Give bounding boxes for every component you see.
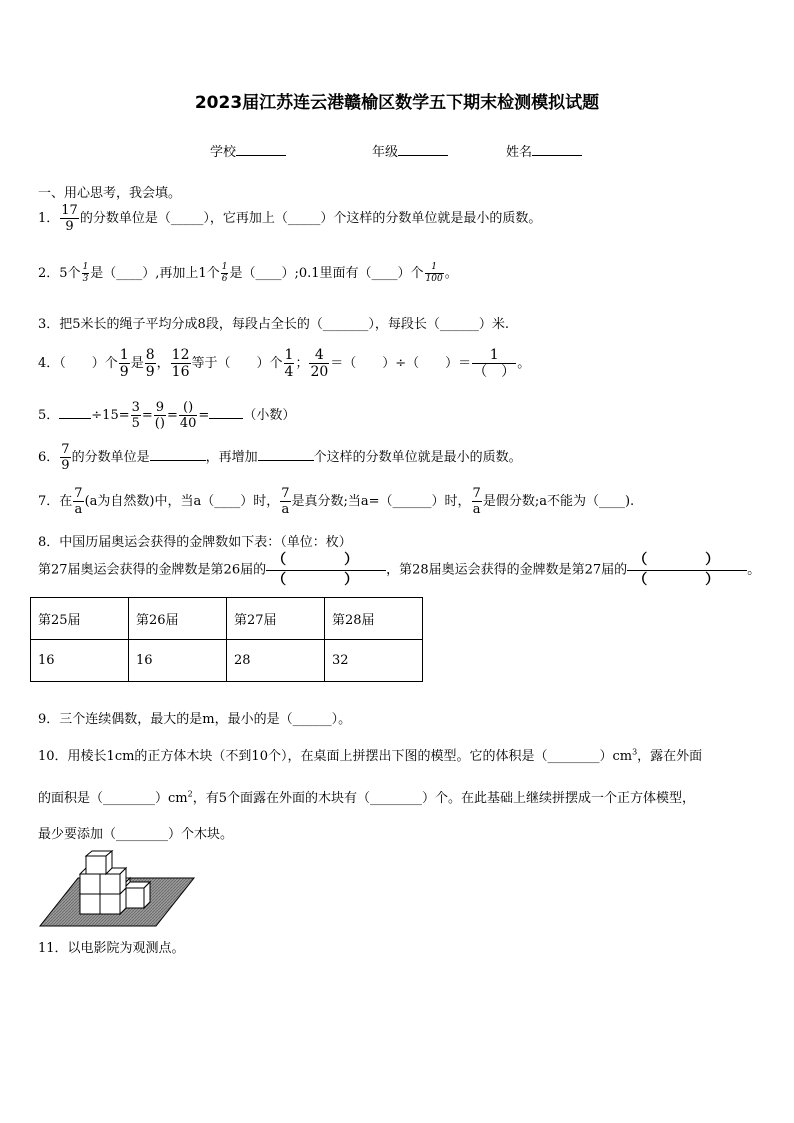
grade-label: 年级: [372, 145, 399, 160]
question-5: 5． ÷15= $\frac{3}{5}$ = $\frac{9}{()}$ = $\frac{()}{40}$ = （小数）: [38, 400, 296, 431]
cube-model-figure: [38, 850, 196, 928]
table-header-row: [31, 598, 423, 640]
table-cell: 16: [31, 640, 129, 682]
question-11: 11．以电影院为观测点。: [38, 941, 185, 956]
table-header-cell: 第26届: [129, 598, 227, 640]
question-10-line2: 的面积是$(\_\_\_\_\_\_\_\_)cm^2$，有5个面露在外面的木块有（________）个。在此基础上继续拼摆成一个正方体模型，: [38, 789, 695, 806]
table-cell: 28: [227, 640, 325, 682]
question-6: 6． $\frac{7}{9}$ 的分数单位是 ，再增加 个这样的分数单位就是最小的质数。: [38, 442, 522, 473]
question-8: 8．中国历届奥运会获得的金牌数如下表：（单位：枚）: [38, 535, 352, 550]
school-field[interactable]: [210, 141, 286, 160]
name-field[interactable]: [506, 141, 582, 160]
table-header-cell: 第25届: [31, 598, 129, 640]
question-9: 9．三个连续偶数，最大的是m，最小的是（______）。: [38, 712, 352, 727]
page-title: 2023届江苏连云港赣榆区数学五下期末检测模拟试题: [194, 93, 600, 113]
school-label: 学校: [210, 145, 237, 160]
question-8-line2: 第27届奥运会获得的金牌数是第26届的 （ ） （ ） ，第28届奥运会获得的金牌数是第27届的 （ ） （ ） 。: [38, 552, 761, 588]
question-4: 4．（ ）个 $\frac{1}{9}$ 是 $\frac{8}{9}$ ， $\frac{12}{16}$ 等于（ ）个 $\frac{1}{4}$ ； $\frac{4}{20}$ ＝（ ）÷（ ）＝ $\frac{1}{( )}$ 。: [38, 347, 531, 380]
table-header-cell: 第27届: [227, 598, 325, 640]
section-heading: 一、用心思考，我会填。: [38, 186, 182, 201]
table-cell: 16: [129, 640, 227, 682]
question-7: 7．在 $\frac{7}{a}$ (a为自然数)中，当a（____）时， $\frac{7}{a}$ 是真分数;当a=（______）时， $\frac{7}{a}$ 是假分数;a不能为（____).: [38, 486, 635, 517]
grade-field[interactable]: [372, 141, 448, 160]
question-2: 2．5个 $\frac{1}{3}$ 是（____）,再加上1个 $\frac{1}{6}$ 是（____）;0.1里面有（____）个 $\frac{1}{100}$ 。: [38, 262, 458, 284]
medal-table: [30, 597, 423, 682]
question-10: 10．用棱长1cm的正方体木块（不到10个），在桌面上拼摆出下图的模型。它的体积是$(\_\_\_\_\_\_\_\_)cm^3$，露在外面: [38, 747, 703, 764]
table-cell: 32: [325, 640, 423, 682]
table-row: [31, 640, 423, 682]
question-10-line3: 最少要添加（________）个木块。: [38, 827, 234, 842]
question-3: 3．把5米长的绳子平均分成8段，每段占全长的（_______），每段长（______）米.: [38, 317, 509, 332]
table-header-cell: 第28届: [325, 598, 423, 640]
question-1: 1． $\frac{17}{9}$ 的分数单位是（_____），它再加上（_____）个这样的分数单位就是最小的质数。: [38, 203, 542, 234]
name-label: 姓名: [506, 145, 533, 160]
